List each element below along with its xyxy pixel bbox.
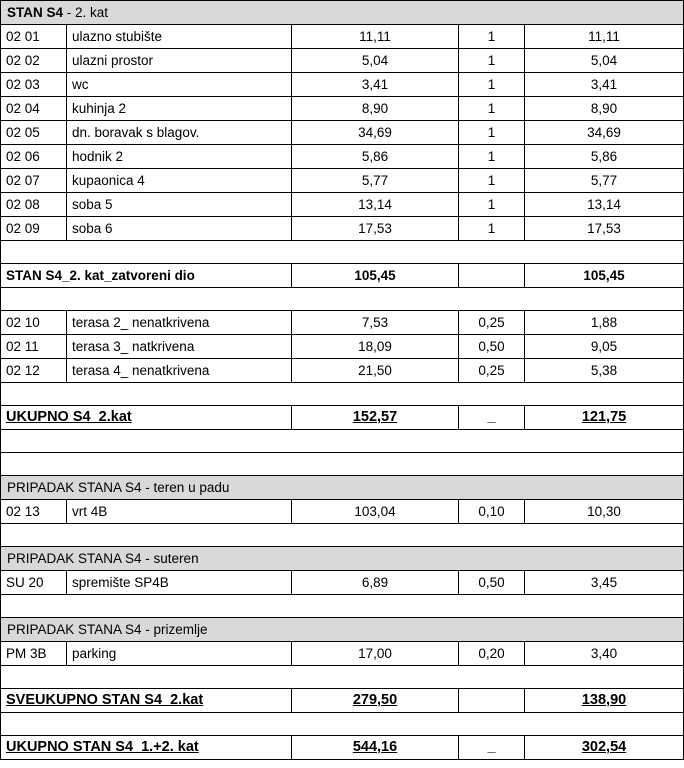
room-net: 34,69 (525, 121, 684, 145)
blank-row (1, 666, 684, 689)
appurtenance-net: 3,45 (525, 571, 684, 595)
closed-total-net: 105,45 (525, 264, 684, 288)
appurtenance-net: 10,30 (525, 500, 684, 524)
blank-row (1, 288, 684, 311)
terrace-area: 18,09 (292, 335, 459, 359)
room-coef: 1 (459, 97, 525, 121)
room-code: 02 09 (1, 217, 67, 241)
terrace-code: 02 10 (1, 311, 67, 335)
terrace-name: terasa 3_ natkrivena (67, 335, 292, 359)
floor-total-area: 152,57 (292, 406, 459, 430)
room-area: 13,14 (292, 193, 459, 217)
room-row (1, 169, 684, 193)
terrace-row (1, 359, 684, 383)
appurtenance-area: 17,00 (292, 642, 459, 666)
section-title: PRIPADAK STANA S4 - teren u padu (1, 476, 684, 500)
blank-row (1, 383, 684, 406)
appurtenance-area: 6,89 (292, 571, 459, 595)
closed-total-area: 105,45 (292, 264, 459, 288)
section-header-main (1, 1, 684, 25)
terrace-coef: 0,25 (459, 359, 525, 383)
room-code: 02 07 (1, 169, 67, 193)
appurtenance-name: parking (67, 642, 292, 666)
room-name: kupaonica 4 (67, 169, 292, 193)
terrace-code: 02 12 (1, 359, 67, 383)
room-area: 34,69 (292, 121, 459, 145)
room-net: 8,90 (525, 97, 684, 121)
appurtenance-row (1, 642, 684, 666)
appurtenance-coef: 0,10 (459, 500, 525, 524)
terrace-name: terasa 2_ nenatkrivena (67, 311, 292, 335)
room-net: 13,14 (525, 193, 684, 217)
room-coef: 1 (459, 193, 525, 217)
room-row (1, 217, 684, 241)
section-header-basement (1, 547, 684, 571)
terrace-coef: 0,25 (459, 311, 525, 335)
appurtenance-name: vrt 4B (67, 500, 292, 524)
grand-total-row (1, 689, 684, 713)
grand-total-area: 279,50 (292, 689, 459, 713)
room-coef: 1 (459, 73, 525, 97)
appurtenance-name: spremište SP4B (67, 571, 292, 595)
room-net: 11,11 (525, 25, 684, 49)
appurtenance-code: 02 13 (1, 500, 67, 524)
room-row (1, 25, 684, 49)
appurtenance-code: PM 3B (1, 642, 67, 666)
room-coef: 1 (459, 25, 525, 49)
closed-part-total-row (1, 264, 684, 288)
grand-total-label: SVEUKUPNO STAN S4_2.kat (1, 689, 292, 713)
overall-total-coef: _ (459, 736, 525, 760)
section-title-suffix: - 2. kat (63, 5, 109, 20)
floor-total-row (1, 406, 684, 430)
room-coef: 1 (459, 145, 525, 169)
room-name: kuhinja 2 (67, 97, 292, 121)
room-code: 02 05 (1, 121, 67, 145)
floor-total-coef: _ (459, 406, 525, 430)
room-coef: 1 (459, 169, 525, 193)
room-row (1, 193, 684, 217)
terrace-row (1, 335, 684, 359)
room-net: 5,86 (525, 145, 684, 169)
room-row (1, 49, 684, 73)
section-title: PRIPADAK STANA S4 - prizemlje (1, 618, 684, 642)
room-coef: 1 (459, 121, 525, 145)
room-code: 02 04 (1, 97, 67, 121)
terrace-net: 9,05 (525, 335, 684, 359)
section-title: PRIPADAK STANA S4 - suteren (1, 547, 684, 571)
room-name: dn. boravak s blagov. (67, 121, 292, 145)
room-name: soba 6 (67, 217, 292, 241)
room-row (1, 121, 684, 145)
room-name: soba 5 (67, 193, 292, 217)
overall-total-row (1, 736, 684, 760)
overall-total-area: 544,16 (292, 736, 459, 760)
blank-row (1, 524, 684, 547)
terrace-net: 1,88 (525, 311, 684, 335)
room-row (1, 97, 684, 121)
room-name: wc (67, 73, 292, 97)
terrace-row (1, 311, 684, 335)
appurtenance-row (1, 500, 684, 524)
room-area: 5,04 (292, 49, 459, 73)
overall-total-label: UKUPNO STAN S4_1.+2. kat (1, 736, 292, 760)
appurtenance-coef: 0,50 (459, 571, 525, 595)
grand-total-coef (459, 689, 525, 713)
terrace-code: 02 11 (1, 335, 67, 359)
grand-total-net: 138,90 (525, 689, 684, 713)
section-title (1, 1, 684, 25)
blank-row (1, 595, 684, 618)
room-code: 02 08 (1, 193, 67, 217)
terrace-area: 7,53 (292, 311, 459, 335)
room-name: hodnik 2 (67, 145, 292, 169)
blank-row (1, 241, 684, 264)
room-area: 17,53 (292, 217, 459, 241)
room-row (1, 73, 684, 97)
room-name: ulazno stubište (67, 25, 292, 49)
section-header-garden (1, 476, 684, 500)
room-code: 02 01 (1, 25, 67, 49)
room-net: 5,77 (525, 169, 684, 193)
room-net: 17,53 (525, 217, 684, 241)
appurtenance-area: 103,04 (292, 500, 459, 524)
terrace-name: terasa 4_ nenatkrivena (67, 359, 292, 383)
blank-row (1, 430, 684, 453)
overall-total-net: 302,54 (525, 736, 684, 760)
room-area: 5,86 (292, 145, 459, 169)
closed-total-coef (459, 264, 525, 288)
room-code: 02 02 (1, 49, 67, 73)
appurtenance-row (1, 571, 684, 595)
room-coef: 1 (459, 49, 525, 73)
room-row (1, 145, 684, 169)
room-area: 3,41 (292, 73, 459, 97)
section-title-prefix: STAN S4 (7, 5, 64, 20)
terrace-area: 21,50 (292, 359, 459, 383)
room-net: 3,41 (525, 73, 684, 97)
room-net: 5,04 (525, 49, 684, 73)
appurtenance-code: SU 20 (1, 571, 67, 595)
terrace-net: 5,38 (525, 359, 684, 383)
room-coef: 1 (459, 217, 525, 241)
room-area: 5,77 (292, 169, 459, 193)
terrace-coef: 0,50 (459, 335, 525, 359)
closed-total-label: STAN S4_2. kat_zatvoreni dio (1, 264, 292, 288)
floor-total-net: 121,75 (525, 406, 684, 430)
section-header-ground-floor (1, 618, 684, 642)
appurtenance-coef: 0,20 (459, 642, 525, 666)
room-code: 02 03 (1, 73, 67, 97)
room-area: 11,11 (292, 25, 459, 49)
room-name: ulazni prostor (67, 49, 292, 73)
room-code: 02 06 (1, 145, 67, 169)
appurtenance-net: 3,40 (525, 642, 684, 666)
blank-row (1, 713, 684, 736)
room-area: 8,90 (292, 97, 459, 121)
floor-total-label: UKUPNO S4_2.kat (1, 406, 292, 430)
blank-row (1, 453, 684, 476)
